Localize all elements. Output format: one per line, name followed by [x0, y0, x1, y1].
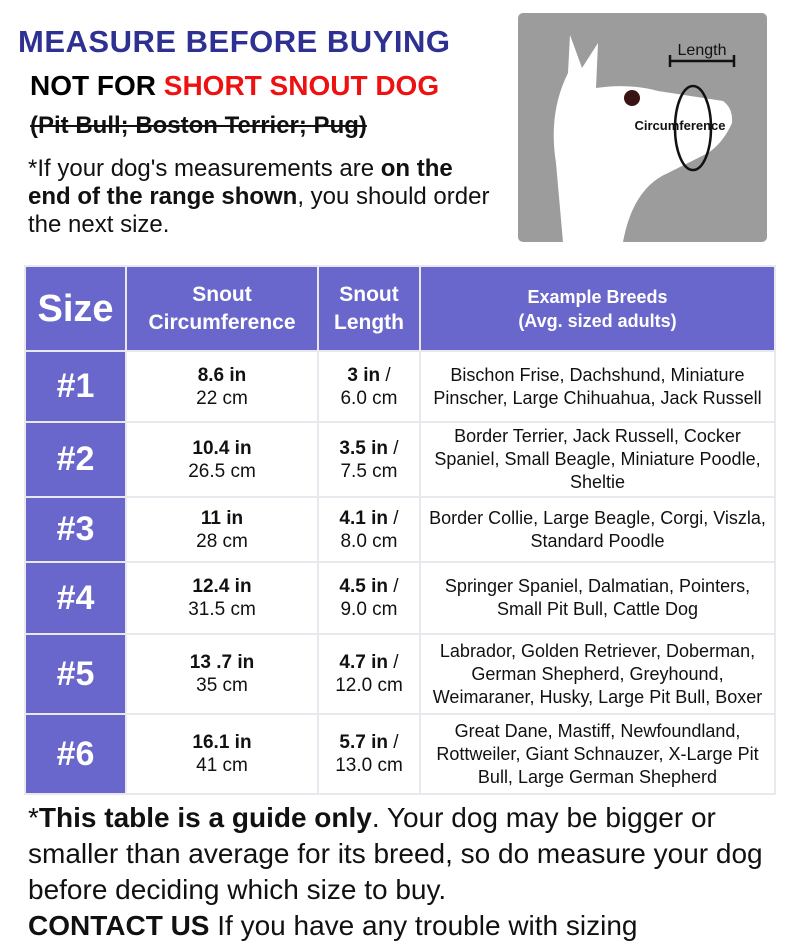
table-row	[25, 562, 775, 634]
table-row	[25, 351, 775, 422]
size-cell: #3	[25, 497, 126, 562]
length-cm: 6.0 cm	[340, 387, 398, 409]
length-in: 4.1 in	[339, 507, 388, 529]
note-bold: on the end of the range shown	[28, 155, 453, 210]
table-row	[25, 497, 775, 562]
footer-note	[28, 800, 798, 944]
breeds-cell: Border Collie, Large Beagle, Corgi, Viszla, Standard Poodle	[420, 497, 775, 562]
circumference-in: 13 .7 in	[189, 652, 255, 673]
circumference-label: Circumference	[634, 118, 726, 133]
short-snout-warning	[30, 70, 439, 102]
length-cm: 8.0 cm	[340, 530, 398, 552]
circumference-cell	[126, 351, 318, 422]
length-in: 3.5 in	[339, 437, 388, 459]
note-text-end: , you should order the next size.	[28, 183, 490, 238]
header-text: (Avg. sized adults)	[518, 310, 677, 331]
excluded-breeds: (Pit Bull; Boston Terrier; Pug)	[30, 112, 367, 139]
circumference-cell	[126, 422, 318, 497]
footer-text: . Your dog may be bigger or smaller than average for its breed, so do measure your dog before deciding which size to buy.	[28, 802, 763, 905]
length-cell: 3 in / 6.0 cm	[318, 351, 420, 422]
table-row	[25, 422, 775, 497]
circumference-cm: 35 cm	[196, 675, 248, 696]
breeds-cell: Border Terrier, Jack Russell, Cocker Spaniel, Small Beagle, Miniature Poodle, Sheltie	[420, 422, 775, 497]
size-cell: #6	[25, 714, 126, 794]
length-cell: 4.1 in / 8.0 cm	[318, 497, 420, 562]
size-cell: #2	[25, 422, 126, 497]
length-in: 5.7 in	[339, 732, 388, 753]
header-size: Size	[25, 266, 126, 351]
header-text: Length	[334, 310, 404, 334]
circumference-cell	[126, 497, 318, 562]
circumference-cm: 41 cm	[196, 755, 248, 776]
length-cell: 3.5 in / 7.5 cm	[318, 422, 420, 497]
breeds-cell: Springer Spaniel, Dalmatian, Pointers, Small Pit Bull, Cattle Dog	[420, 562, 775, 634]
circumference-in: 10.4 in	[192, 437, 252, 459]
breeds-cell: Great Dane, Mastiff, Newfoundland, Rottweiler, Giant Schnauzer, X-Large Pit Bull, Large German Shepherd	[420, 714, 775, 794]
header-length	[318, 266, 420, 351]
length-in: 4.5 in	[339, 576, 388, 597]
contact-text: If you have any trouble with sizing	[209, 910, 638, 941]
length-cell: 5.7 in / 13.0 cm	[318, 714, 420, 794]
length-in: 3 in	[347, 364, 381, 386]
header-circumference	[126, 266, 318, 351]
length-in: 4.7 in	[339, 652, 388, 673]
circumference-cell	[126, 634, 318, 714]
circumference-cm: 31.5 cm	[188, 599, 256, 620]
page-title: MEASURE BEFORE BUYING	[18, 24, 451, 59]
circumference-cell	[126, 562, 318, 634]
header-text: Example Breeds	[527, 286, 668, 307]
circumference-in: 16.1 in	[192, 732, 252, 753]
circumference-cm: 26.5 cm	[188, 460, 256, 482]
header-text: Circumference	[148, 310, 296, 334]
length-cm: 12.0 cm	[335, 675, 403, 696]
length-cm: 9.0 cm	[340, 599, 398, 620]
contact-us-label: CONTACT US	[28, 910, 210, 941]
table-header-row	[25, 266, 775, 351]
table-row	[25, 714, 775, 794]
length-cell: 4.7 in / 12.0 cm	[318, 634, 420, 714]
circumference-in: 12.4 in	[192, 576, 252, 597]
length-label: Length	[677, 42, 727, 59]
length-cm: 13.0 cm	[335, 755, 403, 776]
footer-star: *	[28, 802, 39, 833]
size-cell: #1	[25, 351, 126, 422]
warning-prefix: NOT FOR	[30, 70, 164, 101]
sizing-note	[28, 155, 498, 239]
size-cell: #4	[25, 562, 126, 634]
warning-highlight: SHORT SNOUT DOG	[163, 70, 440, 101]
breeds-cell: Labrador, Golden Retriever, Doberman, German Shepherd, Greyhound, Weimaraner, Husky, Large Pit Bull, Boxer	[420, 634, 775, 714]
size-table	[24, 265, 776, 795]
breeds-cell: Bischon Frise, Dachshund, Miniature Pinscher, Large Chihuahua, Jack Russell	[420, 351, 775, 422]
table-row	[25, 634, 775, 714]
circumference-cm: 28 cm	[196, 530, 248, 552]
header-text: Snout	[339, 282, 399, 306]
dog-head-illustration	[518, 13, 767, 242]
length-cm: 7.5 cm	[340, 460, 398, 482]
circumference-cell	[126, 714, 318, 794]
circumference-cm: 22 cm	[196, 387, 248, 409]
circumference-in: 8.6 in	[197, 364, 247, 386]
measurement-diagram	[518, 13, 767, 242]
circumference-in: 11 in	[200, 507, 244, 529]
header-text: Snout	[192, 282, 252, 306]
length-cell: 4.5 in / 9.0 cm	[318, 562, 420, 634]
size-cell: #5	[25, 634, 126, 714]
footer-bold: This table is a guide only	[38, 802, 372, 833]
header-breeds	[420, 266, 775, 351]
note-text: *If your dog's measurements are	[28, 155, 381, 182]
